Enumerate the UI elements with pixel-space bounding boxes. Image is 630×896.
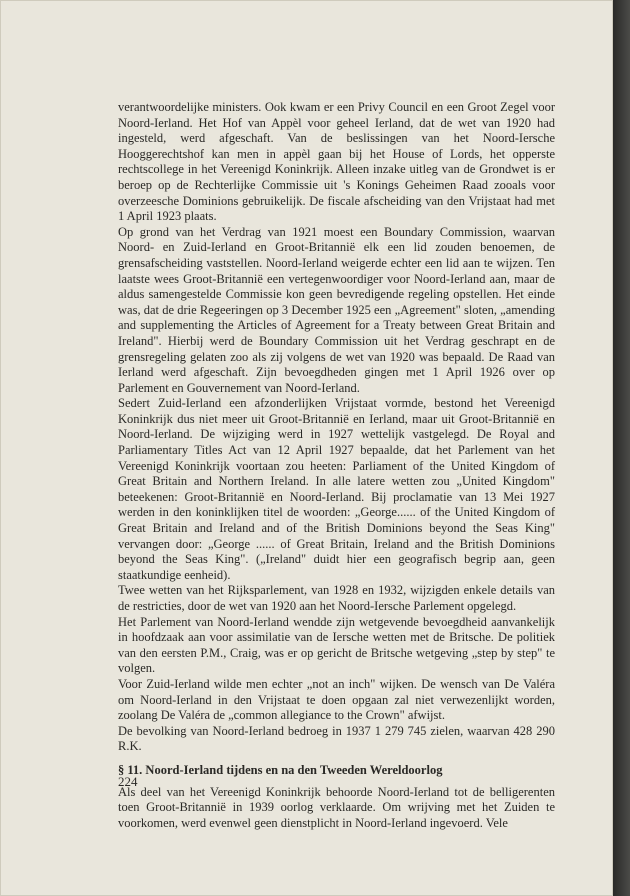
paragraph-4: Twee wetten van het Rijksparlement, van 1928 en 1932, wijzigden enkele details van de restricties, door de wet van 1920 aan het Noord-Iersche Parlement opgelegd. [118,583,555,613]
paragraph-final: Als deel van het Vereenigd Koninkrijk behoorde Noord-Ierland tot de belligerenten toen Groot-Britannië in 1939 oorlog verklaarde. Om wrijving met het Zuiden te voorkomen, werd evenwel geen dienstplicht in Noord-Ierland ingevoerd. Vele [118,784,555,830]
paragraph-1: verantwoordelijke ministers. Ook kwam er een Privy Council en een Groot Zegel voor Noord-Ierland. Het Hof van Appèl voor geheel Ierland, dat de wet van 1920 had ingesteld, werd afgeschaft. Van de beslissingen van het Noord-Iersche Hooggerechtshof kan men in appèl gaan bij het House of Lords, het opperste rechtscollege in het Vereenigd Koninkrijk. Alleen inzake uitleg van de Grondwet is er beroep op de Rechterlijke Commissie uit 's Konings Geheimen Raad zooals voor overzeesche Dominions gebruikelijk. De fiscale afscheiding van den Vrijstaat had met 1 April 1923 plaats. [118,100,555,224]
page-text [118,100,555,831]
paragraph-3: Sedert Zuid-Ierland een afzonderlijken Vrijstaat vormde, bestond het Vereenigd Koninkrijk dus niet meer uit Groot-Britannië en Ierland, maar uit Groot-Britannië en Noord-Ierland. De wijziging werd in 1927 wettelijk vastgelegd. De Royal and Parliamentary Titles Act van 12 April 1927 bepaalde, dat het Parlement van het Vereenigd Koninkrijk voortaan zou heeten: Parliament of the United Kingdom of Great Britain and Northern Ireland. In alle latere wetten zou „United Kingdom" beteekenen: Groot-Britannië en Noord-Ierland. Bij proclamatie van 13 Mei 1927 werden in den koninklijken titel de woorden: „George...... of the United Kingdom of Great Britain and Ireland and of the British Dominions beyond the Seas King" vervangen door: „George ...... of Great Britain, Ireland and the British Dominions beyond the Seas King". („Ireland" duidt hier een geografisch begrip aan, geen staatkundige eenheid). [118,396,555,582]
section-heading: § 11. Noord-Ierland tijdens en na den Tweeden Wereldoorlog [118,762,443,777]
paragraph-6: Voor Zuid-Ierland wilde men echter „not an inch" wijken. De wensch van De Valéra om Noord-Ierland in den Vrijstaat te doen opgaan zal niet verwezenlijkt worden, zoolang De Valéra de „common allegiance to the Crown" afwijst. [118,676,555,723]
page-number: 224 [118,774,138,789]
book-binding-edge [613,0,630,896]
paragraph-5: Het Parlement van Noord-Ierland wendde zijn wetgevende bevoegdheid aanvankelijk in hoofdzaak aan voor assimilatie van de Iersche wetten met de Britsche. De politiek van den eersten P.M., Craig, was er op gericht de Britsche wetgeving „step by step" te volgen. [118,614,555,676]
paragraph-2: Op grond van het Verdrag van 1921 moest een Boundary Commission, waarvan Noord- en Zuid-Ierland en Groot-Britannië elk een lid zouden benoemen, de grensafscheiding vaststellen. Noord-Ierland weigerde echter een lid aan te wijzen. Ten laatste wees Groot-Britannië een vertegenwoordiger voor Noord-Ierland aan, maar de aldus samengestelde Commissie kon geen bevredigende regeling opstellen. Het einde was, dat de drie Regeeringen op 3 December 1925 een „Agreement" sloten, „amending and supplementing the Articles of Agreement for a Treaty between Great Britain and Ireland". Hierbij werd de Boundary Commission uit het Verdrag geschrapt en de grensregeling gelaten zoo als zij volgens de wet van 1920 was bepaald. De Raad van Ierland werd afgeschaft. Zijn bevoegdheden gingen met 1 April 1926 over op Parlement en Gouvernement van Noord-Ierland. [118,224,555,395]
paragraph-7: De bevolking van Noord-Ierland bedroeg in 1937 1 279 745 zielen, waarvan 428 290 R.K. [118,723,555,754]
